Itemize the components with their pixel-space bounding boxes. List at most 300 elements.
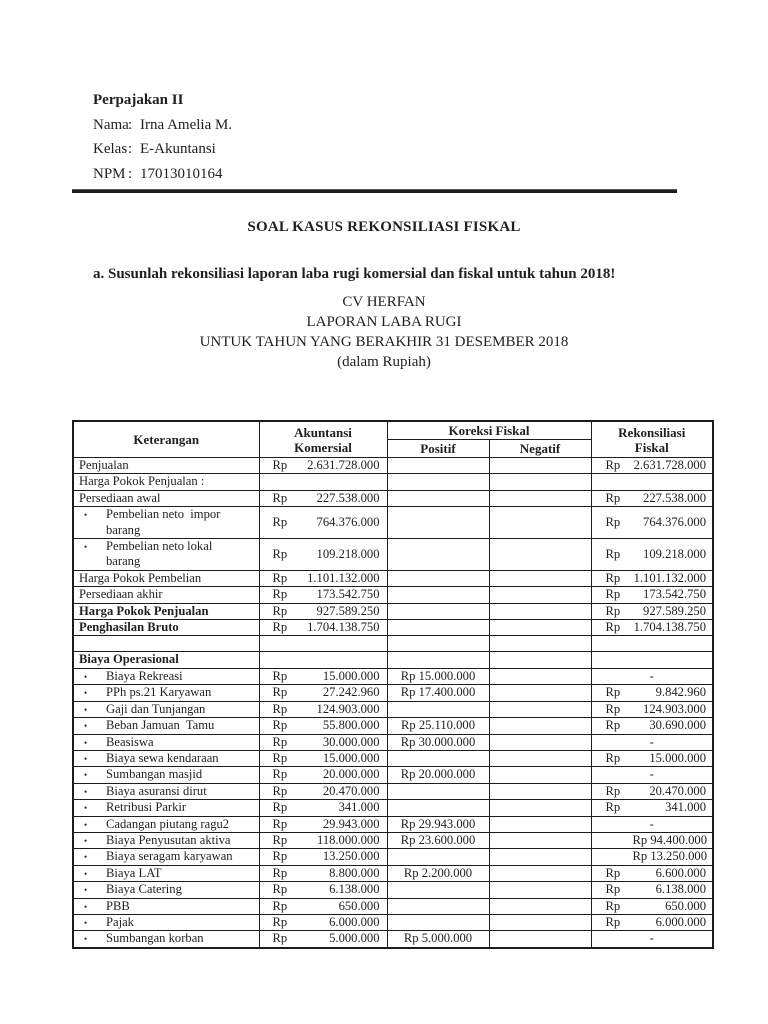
cell-negatif (489, 783, 591, 799)
amount-value: 1.704.138.750 (307, 620, 380, 635)
cell-komersial (259, 783, 387, 799)
currency-label: Rp (605, 587, 621, 602)
bullet-icon: • (84, 542, 88, 553)
amount-value: 20.000.000 (322, 767, 380, 782)
row-label: Biaya Catering (106, 882, 182, 897)
cell-komersial (259, 570, 387, 586)
row-label: Sumbangan korban (106, 931, 204, 946)
table-row (73, 783, 713, 799)
row-label: Harga Pokok Pembelian (79, 570, 202, 585)
cell-komersial (259, 458, 387, 474)
amount-value: 109.218.000 (643, 546, 706, 561)
currency-label: Rp (605, 701, 621, 716)
amount-value: 1.101.132.000 (307, 570, 380, 585)
currency-label: Rp (272, 685, 288, 700)
cell-komersial (259, 507, 387, 539)
row-label: Persediaan awal (79, 490, 161, 505)
cell-komersial (259, 587, 387, 603)
row-label: Pajak (106, 914, 134, 929)
amount-value: 6.000.000 (655, 914, 706, 929)
bullet-icon: • (84, 753, 88, 764)
header-rekonsiliasi-fiskal (591, 421, 713, 458)
cell-negatif (489, 767, 591, 783)
amount-value: 6.138.000 (329, 882, 380, 897)
cell-negatif (489, 490, 591, 506)
cell-keterangan (73, 507, 259, 539)
cell-rekonsiliasi (591, 587, 713, 603)
header-line: Rekonsiliasi (618, 424, 686, 440)
amount-value: 2.631.728.000 (633, 458, 706, 472)
amount-value: 227.538.000 (643, 490, 706, 505)
table-row (73, 767, 713, 783)
currency-label: Rp (605, 865, 621, 880)
cell-keterangan (73, 849, 259, 865)
bullet-icon: • (84, 704, 88, 715)
cell-positif: Rp 30.000.000 (387, 734, 489, 750)
header-line: Komersial (294, 439, 352, 455)
cell-positif: Rp 23.600.000 (387, 832, 489, 848)
cell-negatif (489, 898, 591, 914)
cell-positif (387, 458, 489, 474)
cell-negatif (489, 800, 591, 816)
cell-positif: Rp 25.110.000 (387, 718, 489, 734)
cell-komersial (259, 685, 387, 701)
currency-label: Rp (272, 546, 288, 561)
cell-positif (387, 636, 489, 652)
table-row (73, 620, 713, 636)
cell-rekonsiliasi: - (591, 668, 713, 684)
cell-keterangan (73, 800, 259, 816)
row-label: Persediaan akhir (79, 587, 163, 602)
amount-value: 341.000 (665, 800, 706, 815)
bullet-icon: • (84, 868, 88, 879)
table-row (73, 636, 713, 652)
row-label: Biaya Rekreasi (106, 668, 183, 683)
row-label: PBB (106, 898, 130, 913)
cell-positif (387, 914, 489, 930)
cell-komersial (259, 816, 387, 832)
bullet-icon: • (84, 671, 88, 682)
table-row (73, 750, 713, 766)
cell-rekonsiliasi: - (591, 931, 713, 948)
table-row (73, 668, 713, 684)
cell-keterangan (73, 914, 259, 930)
cell-positif (387, 898, 489, 914)
cell-komersial (259, 931, 387, 948)
row-label: Penghasilan Bruto (79, 620, 179, 635)
cell-rekonsiliasi (591, 865, 713, 881)
cell-komersial (259, 898, 387, 914)
cell-komersial (259, 882, 387, 898)
company-name: CV HERFAN (342, 294, 426, 310)
cell-negatif (489, 931, 591, 948)
currency-label: Rp (272, 668, 288, 683)
cell-negatif (489, 636, 591, 652)
document-title: SOAL KASUS REKONSILIASI FISKAL (247, 219, 521, 235)
cell-rekonsiliasi (591, 474, 713, 490)
bullet-icon: • (84, 901, 88, 912)
reconciliation-table (72, 420, 714, 949)
cell-negatif (489, 587, 591, 603)
cell-negatif (489, 652, 591, 668)
cell-keterangan (73, 636, 259, 652)
currency-label: Rp (272, 620, 288, 635)
row-label: Beasiswa (106, 734, 154, 749)
table-row (73, 816, 713, 832)
cell-negatif (489, 668, 591, 684)
header-line: Akuntansi (294, 424, 352, 440)
currency-label: Rp (605, 490, 621, 505)
currency-label: Rp (272, 767, 288, 782)
amount-value: 2.631.728.000 (307, 458, 380, 472)
amount-value: 109.218.000 (316, 546, 380, 561)
currency-label: Rp (605, 458, 621, 472)
cell-positif: Rp 20.000.000 (387, 767, 489, 783)
cell-rekonsiliasi: Rp 94.400.000 (591, 832, 713, 848)
row-label: Biaya seragam karyawan (106, 849, 233, 864)
amount-value: 13.250.000 (322, 849, 380, 864)
cell-keterangan (73, 882, 259, 898)
question-text: a. Susunlah rekonsiliasi laporan laba rugi komersial dan fiskal untuk tahun 2018! (93, 266, 616, 282)
cell-positif (387, 652, 489, 668)
header-line: Fiskal (634, 439, 669, 455)
currency-label: Rp (605, 546, 621, 561)
cell-komersial (259, 701, 387, 717)
row-label: Biaya sewa kendaraan (106, 750, 219, 765)
table-body (73, 458, 713, 948)
cell-komersial (259, 832, 387, 848)
currency-label: Rp (272, 914, 288, 929)
cell-keterangan (73, 898, 259, 914)
table-row (73, 490, 713, 506)
currency-label: Rp (272, 570, 288, 585)
currency-label: Rp (272, 816, 288, 831)
table-row (73, 734, 713, 750)
amount-value: 927.589.250 (316, 603, 380, 618)
table-row (73, 507, 713, 539)
cell-keterangan (73, 668, 259, 684)
cell-negatif (489, 701, 591, 717)
row-label: Biaya LAT (106, 865, 162, 880)
cell-positif (387, 490, 489, 506)
currency-label: Rp (605, 800, 621, 815)
cell-rekonsiliasi (591, 652, 713, 668)
cell-positif: Rp 2.200.000 (387, 865, 489, 881)
row-label: Penjualan (79, 458, 129, 472)
amount-value: 15.000.000 (322, 750, 380, 765)
table-row (73, 570, 713, 586)
currency-label: Rp (272, 800, 288, 815)
row-label: Harga Pokok Penjualan : (79, 474, 205, 489)
bullet-icon: • (84, 835, 88, 846)
bullet-icon: • (84, 819, 88, 830)
cell-rekonsiliasi (591, 898, 713, 914)
cell-positif (387, 750, 489, 766)
cell-rekonsiliasi (591, 750, 713, 766)
cell-rekonsiliasi (591, 685, 713, 701)
currency-label: Rp (605, 882, 621, 897)
cell-komersial (259, 767, 387, 783)
cell-negatif (489, 458, 591, 474)
cell-keterangan (73, 570, 259, 586)
report-name: LAPORAN LABA RUGI (306, 314, 462, 330)
amount-value: 29.943.000 (322, 816, 380, 831)
amount-value: 764.376.000 (643, 514, 706, 529)
amount-value: 650.000 (338, 898, 380, 913)
cell-rekonsiliasi (591, 636, 713, 652)
cell-komersial (259, 474, 387, 490)
cell-positif (387, 539, 489, 571)
table-header (73, 421, 713, 458)
field-label: NPM (93, 165, 126, 182)
cell-rekonsiliasi: - (591, 734, 713, 750)
row-label: PPh ps.21 Karyawan (106, 685, 212, 700)
field-label: Nama (93, 116, 129, 133)
cell-positif (387, 620, 489, 636)
currency-label: Rp (605, 718, 621, 733)
cell-positif: Rp 17.400.000 (387, 685, 489, 701)
currency-label: Rp (605, 514, 621, 529)
amount-value: 927.589.250 (643, 603, 706, 618)
cell-negatif (489, 865, 591, 881)
cell-keterangan (73, 620, 259, 636)
field-separator: : (128, 141, 133, 157)
table-row (73, 832, 713, 848)
cell-negatif (489, 539, 591, 571)
bullet-icon: • (84, 721, 88, 732)
currency-label: Rp (272, 603, 288, 618)
field-separator: : (128, 116, 133, 133)
cell-negatif (489, 603, 591, 619)
cell-positif (387, 474, 489, 490)
amount-value: 15.000.000 (322, 668, 380, 683)
bullet-icon: • (84, 510, 88, 521)
currency-label: Rp (272, 832, 288, 847)
header-negatif: Negatif (489, 440, 591, 458)
cell-negatif (489, 832, 591, 848)
currency-label: Rp (605, 914, 621, 929)
cell-negatif (489, 849, 591, 865)
cell-negatif (489, 474, 591, 490)
currency-label: Rp (605, 620, 621, 635)
amount-value: 8.800.000 (329, 865, 380, 880)
id-field-npm (93, 162, 768, 187)
amount-value: 15.000.000 (649, 750, 706, 765)
currency-label: Rp (272, 931, 288, 946)
cell-rekonsiliasi (591, 490, 713, 506)
bullet-icon: • (84, 737, 88, 748)
amount-value: 124.903.000 (643, 701, 706, 716)
id-field-nama (93, 113, 768, 138)
table-row (73, 603, 713, 619)
row-label: Biaya Operasional (79, 652, 179, 667)
cell-rekonsiliasi (591, 620, 713, 636)
cell-komersial (259, 620, 387, 636)
cell-positif (387, 701, 489, 717)
currency-label: Rp (272, 898, 288, 913)
field-label: Kelas (93, 141, 128, 157)
cell-negatif (489, 570, 591, 586)
table-row (73, 865, 713, 881)
bullet-icon: • (84, 803, 88, 814)
cell-positif: Rp 29.943.000 (387, 816, 489, 832)
cell-keterangan (73, 603, 259, 619)
cell-positif (387, 587, 489, 603)
field-separator: : (128, 165, 133, 182)
amount-value: 30.690.000 (649, 718, 706, 733)
table-row (73, 701, 713, 717)
currency-label: Rp (272, 865, 288, 880)
amount-value: 5.000.000 (329, 931, 380, 946)
cell-keterangan (73, 539, 259, 571)
row-label: Cadangan piutang ragu2 (106, 816, 230, 831)
table-row (73, 685, 713, 701)
cell-keterangan (73, 652, 259, 668)
bullet-icon: • (84, 852, 88, 863)
amount-value: 20.470.000 (322, 783, 380, 798)
cell-keterangan (73, 734, 259, 750)
cell-komersial (259, 490, 387, 506)
cell-positif (387, 570, 489, 586)
amount-value: 20.470.000 (649, 783, 706, 798)
header-positif: Positif (387, 440, 489, 458)
cell-positif (387, 800, 489, 816)
cell-keterangan (73, 865, 259, 881)
bullet-icon: • (84, 934, 88, 945)
table-row (73, 587, 713, 603)
amount-value: 30.000.000 (322, 734, 380, 749)
cell-rekonsiliasi (591, 718, 713, 734)
row-label: Pembelian neto lokal barang (106, 539, 213, 569)
cell-keterangan (73, 458, 259, 474)
currency-label: Rp (605, 685, 621, 700)
currency-label: Rp (272, 458, 288, 472)
currency-label: Rp (272, 849, 288, 864)
cell-positif (387, 882, 489, 898)
currency-label: Rp (605, 570, 621, 585)
table-row (73, 539, 713, 571)
cell-keterangan (73, 474, 259, 490)
cell-positif (387, 507, 489, 539)
cell-rekonsiliasi: - (591, 767, 713, 783)
amount-value: 6.600.000 (655, 865, 706, 880)
cell-keterangan (73, 750, 259, 766)
row-label: Biaya Penyusutan aktiva (106, 832, 231, 847)
amount-value: 27.242.960 (322, 685, 380, 700)
cell-keterangan (73, 832, 259, 848)
course-title: Perpajakan II (93, 92, 184, 108)
currency-label: Rp (272, 783, 288, 798)
header-akuntansi-komersial (259, 421, 387, 458)
currency-label: Rp (272, 734, 288, 749)
currency-label: Rp (272, 701, 288, 716)
header-row-1 (73, 421, 713, 440)
amount-value: 764.376.000 (316, 514, 380, 529)
currency-label: Rp (272, 514, 288, 529)
cell-rekonsiliasi (591, 914, 713, 930)
cell-positif: Rp 5.000.000 (387, 931, 489, 948)
cell-komersial (259, 750, 387, 766)
table-row (73, 652, 713, 668)
cell-komersial (259, 718, 387, 734)
amount-value: 1.101.132.000 (633, 570, 706, 585)
bullet-icon: • (84, 917, 88, 928)
field-value: Irna Amelia M. (140, 116, 233, 133)
cell-rekonsiliasi: Rp 13.250.000 (591, 849, 713, 865)
currency-label: Rp (272, 587, 288, 602)
table-row (73, 849, 713, 865)
row-label: Biaya asuransi dirut (106, 783, 207, 798)
cell-negatif (489, 620, 591, 636)
cell-positif: Rp 15.000.000 (387, 668, 489, 684)
cell-keterangan (73, 767, 259, 783)
cell-rekonsiliasi (591, 570, 713, 586)
row-label: Beban Jamuan Tamu (106, 718, 215, 733)
table-row (73, 800, 713, 816)
amount-value: 1.704.138.750 (633, 620, 706, 635)
cell-komersial (259, 539, 387, 571)
amount-value: 173.542.750 (643, 587, 706, 602)
student-id-block (93, 0, 768, 186)
cell-keterangan (73, 816, 259, 832)
amount-value: 124.903.000 (316, 701, 380, 716)
cell-komersial (259, 636, 387, 652)
cell-komersial (259, 668, 387, 684)
cell-rekonsiliasi (591, 539, 713, 571)
report-header (0, 292, 768, 372)
bullet-icon: • (84, 786, 88, 797)
bullet-icon: • (84, 770, 88, 781)
cell-keterangan (73, 931, 259, 948)
cell-negatif (489, 734, 591, 750)
amount-value: 341.000 (338, 800, 380, 815)
cell-negatif (489, 914, 591, 930)
amount-value: 6.138.000 (655, 882, 706, 897)
cell-komersial (259, 603, 387, 619)
cell-keterangan (73, 701, 259, 717)
cell-positif (387, 849, 489, 865)
cell-negatif (489, 750, 591, 766)
amount-value: 173.542.750 (316, 587, 380, 602)
row-label: Gaji dan Tunjangan (106, 701, 206, 716)
cell-positif (387, 783, 489, 799)
cell-rekonsiliasi (591, 701, 713, 717)
currency-label: Rp (272, 882, 288, 897)
currency-note: (dalam Rupiah) (337, 354, 431, 370)
cell-negatif (489, 816, 591, 832)
header-koreksi-fiskal: Koreksi Fiskal (387, 421, 591, 440)
cell-negatif (489, 882, 591, 898)
cell-keterangan (73, 783, 259, 799)
cell-rekonsiliasi (591, 458, 713, 474)
horizontal-divider (72, 189, 677, 193)
cell-positif (387, 603, 489, 619)
cell-komersial (259, 800, 387, 816)
cell-keterangan (73, 587, 259, 603)
row-label: Retribusi Parkir (106, 800, 187, 815)
cell-rekonsiliasi (591, 882, 713, 898)
cell-negatif (489, 507, 591, 539)
table-row (73, 718, 713, 734)
cell-keterangan (73, 685, 259, 701)
row-label: Harga Pokok Penjualan (79, 603, 209, 618)
cell-negatif (489, 685, 591, 701)
cell-rekonsiliasi (591, 507, 713, 539)
table-row (73, 882, 713, 898)
row-label: Sumbangan masjid (106, 767, 203, 782)
currency-label: Rp (605, 750, 621, 765)
table-row (73, 474, 713, 490)
